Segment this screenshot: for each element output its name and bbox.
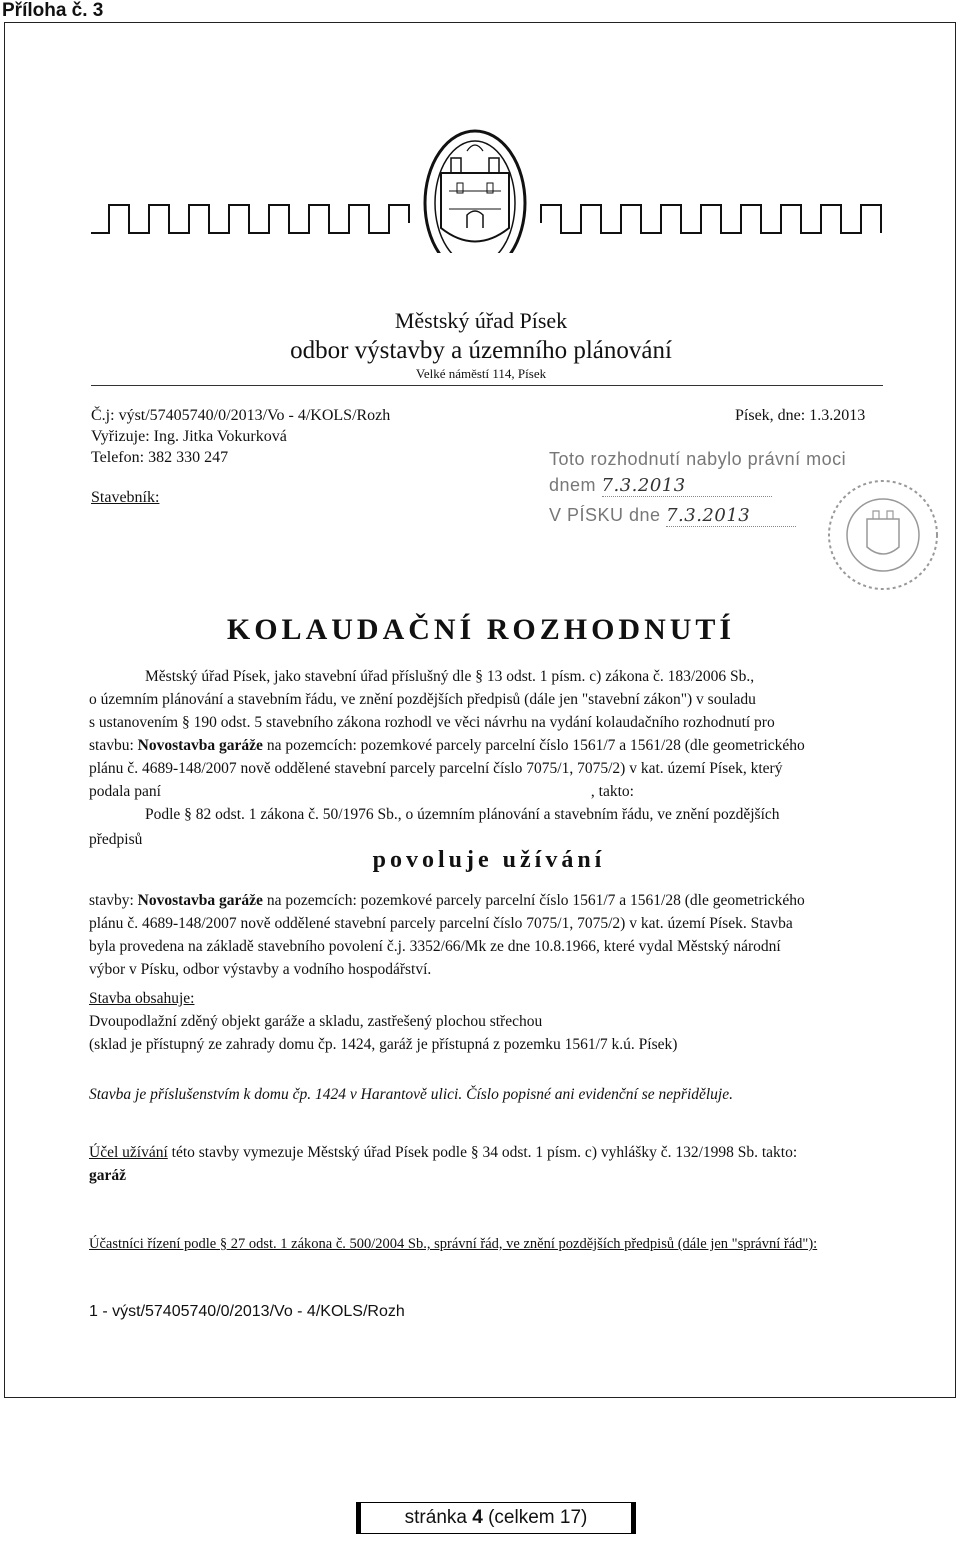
contents-line-1: Dvoupodlažní zděný objekt garáže a skladu, zastřešený plochou střechou bbox=[89, 1013, 543, 1030]
intro-line-4-prefix: stavbu: bbox=[89, 737, 138, 754]
usage-text: této stavby vymezuje Městský úřad Písek podle § 34 odst. 1 písm. c) vyhlášky č. 132/1998 Sb. takto: bbox=[167, 1144, 798, 1161]
decision-statement: povoluje užívání bbox=[372, 847, 606, 873]
intro-line-6-left: podala paní bbox=[89, 783, 161, 800]
reference-number: Č.j: výst/57405740/0/2013/Vo - 4/KOLS/Rozh bbox=[91, 407, 391, 424]
city-crest-wall-logo bbox=[5, 23, 956, 253]
permit-line-1 bbox=[89, 889, 889, 912]
page-counter-middle: (celkem bbox=[488, 1507, 555, 1528]
permit-line-4: výbor v Písku, odbor výstavby a vodního hospodářství. bbox=[89, 961, 432, 978]
validity-stamp-line2-prefix: dnem bbox=[549, 475, 597, 495]
round-official-seal-icon bbox=[823, 475, 943, 595]
issue-date: Písek, dne: 1.3.2013 bbox=[735, 407, 866, 424]
legal-line-2: předpisů bbox=[89, 831, 143, 848]
validity-stamp-line1: Toto rozhodnutí nabylo právní moci bbox=[549, 449, 847, 469]
handler: Vyřizuje: Ing. Jitka Vokurková bbox=[91, 428, 287, 445]
permit-line-2: plánu č. 4689-148/2007 nově oddělené stavební parcely parcelní číslo 7075/1, 7075/2) v kat. území Písek. Stavba bbox=[89, 915, 793, 932]
intro-line-4 bbox=[89, 734, 889, 757]
page-counter bbox=[356, 1502, 636, 1534]
legal-basis-paragraph bbox=[89, 803, 889, 851]
intro-line-5: plánu č. 4689-148/2007 nově oddělené stavební parcely parcelní číslo 7075/1, 7075/2) v kat. území Písek, který bbox=[89, 760, 783, 777]
footer-reference-code: 1 - výst/57405740/0/2013/Vo - 4/KOLS/Rozh bbox=[89, 1303, 405, 1320]
accessory-note: Stavba je příslušenstvím k domu čp. 1424 v Harantově ulici. Číslo popisné ani evidenční se nepřiděluje. bbox=[89, 1086, 733, 1103]
phone: Telefon: 382 330 247 bbox=[91, 449, 229, 466]
permit-line-1-suffix: na pozemcích: pozemkové parcely parcelní číslo 1561/7 a 1561/28 (dle geometrického bbox=[262, 892, 805, 909]
department-name: odbor výstavby a územního plánování bbox=[290, 337, 672, 364]
validity-stamp-handwritten-date2: 7.3.2013 bbox=[666, 505, 796, 527]
participants-heading: Účastníci řízení podle § 27 odst. 1 zákona č. 500/2004 Sb., správní řád, ve znění pozdějších předpisů (dále jen "správní řád"): bbox=[89, 1236, 818, 1252]
intro-line-6-right: , takto: bbox=[590, 783, 634, 800]
intro-line-1: Městský úřad Písek, jako stavební úřad příslušný dle § 13 odst. 1 písm. c) zákona č. 183/2006 Sb., bbox=[145, 668, 755, 685]
usage-paragraph bbox=[89, 1141, 889, 1187]
office-name: Městský úřad Písek bbox=[394, 308, 568, 333]
validity-stamp-line3-prefix: V PÍSKU dne bbox=[549, 505, 661, 525]
permit-line-1-prefix: stavby: bbox=[89, 892, 138, 909]
permit-paragraph bbox=[89, 889, 889, 981]
contents-label: Stavba obsahuje: bbox=[89, 990, 195, 1007]
legal-line-1: Podle § 82 odst. 1 zákona č. 50/1976 Sb., o územním plánování a stavebním řádu, ve znění pozdějších bbox=[145, 806, 780, 823]
intro-line-4-subject: Novostavba garáže bbox=[137, 737, 263, 754]
page-counter-prefix: stránka bbox=[404, 1507, 467, 1528]
permit-line-1-subject: Novostavba garáže bbox=[137, 892, 263, 909]
office-address: Velké náměstí 114, Písek bbox=[415, 366, 547, 381]
decision-heading: KOLAUDAČNÍ ROZHODNUTÍ bbox=[226, 613, 736, 646]
page-counter-total: 17) bbox=[559, 1507, 588, 1528]
intro-line-2: o územním plánování a stavebním řádu, ve znění pozdějších předpisů (dále jen "stavební zákon") v souladu bbox=[89, 691, 756, 708]
validity-stamp-handwritten-date1: 7.3.2013 bbox=[602, 475, 772, 497]
letterhead-divider bbox=[91, 385, 883, 386]
usage-label: Účel užívání bbox=[89, 1144, 168, 1161]
intro-line-3: s ustanovením § 190 odst. 5 stavebního zákona rozhodl ve věci návrhu na vydání kolaudačního rozhodnutí pro bbox=[89, 714, 775, 731]
permit-line-3: byla provedena na základě stavebního povolení č.j. 3352/66/Mk ze dne 10.8.1966, které vydal Městský národní bbox=[89, 938, 781, 955]
contents-line-2: (sklad je přístupný ze zahrady domu čp. 1424, garáž je přístupná z pozemku 1561/7 k.ú. Písek) bbox=[89, 1036, 678, 1053]
attachment-title: Příloha č. 3 bbox=[2, 0, 104, 21]
contents-paragraph bbox=[89, 987, 889, 1056]
intro-line-4-suffix: na pozemcích: pozemkové parcely parcelní číslo 1561/7 a 1561/28 (dle geometrického bbox=[262, 737, 805, 754]
validity-stamp-line2 bbox=[549, 475, 772, 497]
intro-line-6 bbox=[89, 780, 889, 803]
scanned-document bbox=[4, 22, 956, 1398]
page-counter-current: 4 bbox=[472, 1507, 483, 1528]
builder-label: Stavebník: bbox=[91, 489, 160, 506]
validity-stamp-line3 bbox=[549, 505, 796, 527]
usage-line bbox=[89, 1141, 889, 1164]
usage-value: garáž bbox=[89, 1167, 127, 1184]
intro-paragraph bbox=[89, 665, 889, 803]
